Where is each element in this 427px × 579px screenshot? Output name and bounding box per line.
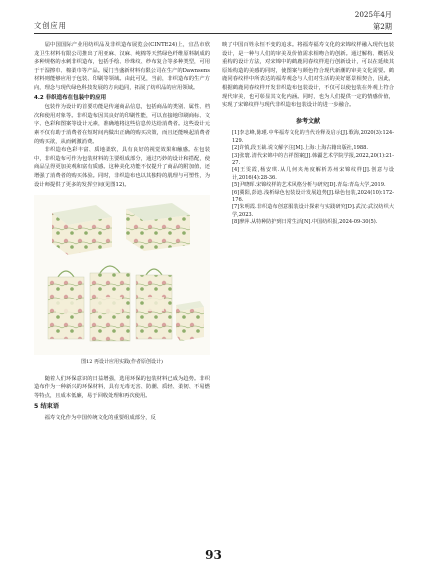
left-column (34, 41, 210, 423)
references-title: 参考文献 (295, 117, 320, 125)
gift-box-top-left (52, 205, 112, 255)
reference-item: [3]张寰.清代宋锦中的吉祥图案[J].韩疆艺术学院学报,2022,20(1):21-27. (232, 152, 394, 166)
gift-bag-2 (90, 266, 130, 341)
gift-box-small (176, 301, 204, 341)
reference-item: [8]廖萍.从特种防护到日常生活[N].中国纺织报,2024-09-30(5). (232, 219, 378, 226)
right-column (222, 41, 394, 227)
conclusion-paragraph: 福寿文化作为中国传统文化的重要组成部分，反 (44, 415, 156, 422)
body-paragraph: 包装作为设计的首要功能是传递商品信息，包括商品的类别、属性、档次和使用对象等。非织造布因其良好的印刷性能，可以直接地印刷商标、文字、色彩和图案等设计元素，准确地将这些信息传达给消费者。这些设计元素不仅有助于消费者在短时间内做出正确的购买决策，而且还能唤起消费者的购买欲，从而刺激消费。 (34, 104, 210, 145)
intro-paragraph: 届中国国际产业用纺织品及非织造布展览会(CINTE24)上，宜昌市欣龙卫生材料有限公司推出了用亚麻、汉麻、纯棉等天然绿色纤维原料制成的多种规格的水刺非织造布，包括手绘、珍珠纹、纱布复合等多种类型，可用于干湿擦巾、棉柔巾等产品。厦门当盛新材料有限公司在生产的Dawnsens材料则能够应用于包装、印刷等领域。由此可见，当前，非织造布的生产方向，理念与现代绿色科技发展的方向趋同，拓展了纺织品的应用领域。 (34, 42, 210, 91)
references-list (222, 130, 394, 226)
gift-bag-1 (48, 271, 84, 339)
body-paragraph: 随着人们环保意识的日益增强，选用环保的包装材料已成为趋势。非织造布作为一种新兴的环保材料，具有无毒无害、防潮、质轻、柔韧、不易燃等特点，且成本低廉，易于回收处理和再次使用。 (34, 375, 210, 399)
conclusion-continued: 映了中国百姓永恒不变的追求。将福寿福寿文化的宋锦纹样融入现代包装设计，是一种与人们的审美及价值需求相吻合的创新。通过解构、概括及重构的设计方法，对宋锦中的鹤鹿同春纹样进行创新设计，可以在延续其原始构造的美感的同时，使图案与颜色符合现代新潮的审美文化需要。鹤鹿同春纹样中所表达的福寿观念与人们对生活的美好愿景相契合，因此，根据鹤鹿同春纹样开发非织造布包装设计，不仅可以使包装在外观上符合现代审美，也可彰显其文化内涵。同时，也为人们提供一定的情感价值，实现了宋锦纹样与现代非织造布包装设计的进一步融合。 (222, 42, 394, 109)
issue-number: 第2期 (373, 22, 392, 31)
body-paragraph: 非织造布色彩丰富、质地柔软，具有良好的视觉效果和触感。在包装中，非织造布可作为包装材料的主要组成部分，通过巧妙的设计和搭配，使商品呈得更加美观和富有质感。这种美化功能不仅提升了商品的附加值，还增强了消费者的购买体验。同时，非织造布也以其独特的肌理与可塑性，为设计师提供了更多的发挥空间(见图12)。 (34, 147, 210, 188)
issue-date: 2025年4月 (354, 10, 392, 19)
packaging-illustration (34, 195, 210, 355)
journal-section: 文创应用 (34, 21, 67, 30)
page-number: 93 (205, 548, 222, 562)
gift-bag-3 (136, 269, 172, 339)
figure-12-packaging-photo (34, 195, 210, 355)
reference-item: [7]朱明霞.非织造布创意服装设计探索与实践研究[D].武汉:武汉纺织大学,2023. (232, 204, 394, 218)
section-heading-5: 5 结束语 (34, 403, 60, 411)
reference-item: [5]尹晓晖.宋锦纹样的艺术风格分析与研究[D].青岛:青岛大学,2019. (232, 182, 386, 189)
section-heading-4-2: 4.2 非织造布在包装中的应用 (34, 94, 107, 101)
header-rule (34, 33, 392, 34)
reference-item: [1]李志峰,陈瑾.中华福寿文化的当代诠释及启示[J].歌海,2020(3):124-129. (232, 130, 394, 144)
gift-box-top-right (126, 203, 190, 251)
reference-item: [6]冀阳,彭迪.浅析绿色包装设计发展趋势[J].绿色包装,2024(10):172-176. (232, 189, 394, 203)
issue-info (355, 9, 392, 33)
reference-item: [4]王雯霞,杨安琪.从几何夹角度解析苏州宋锦纹样[J].创意与设计,2016(4):28-36. (232, 167, 394, 181)
reference-item: [2]许慎,段玉裁.说文解字注[M].上海:上海古籍出版社,1988. (232, 145, 368, 152)
figure-caption: 图12 再设计应用实践(作者原创设计) (81, 359, 163, 366)
